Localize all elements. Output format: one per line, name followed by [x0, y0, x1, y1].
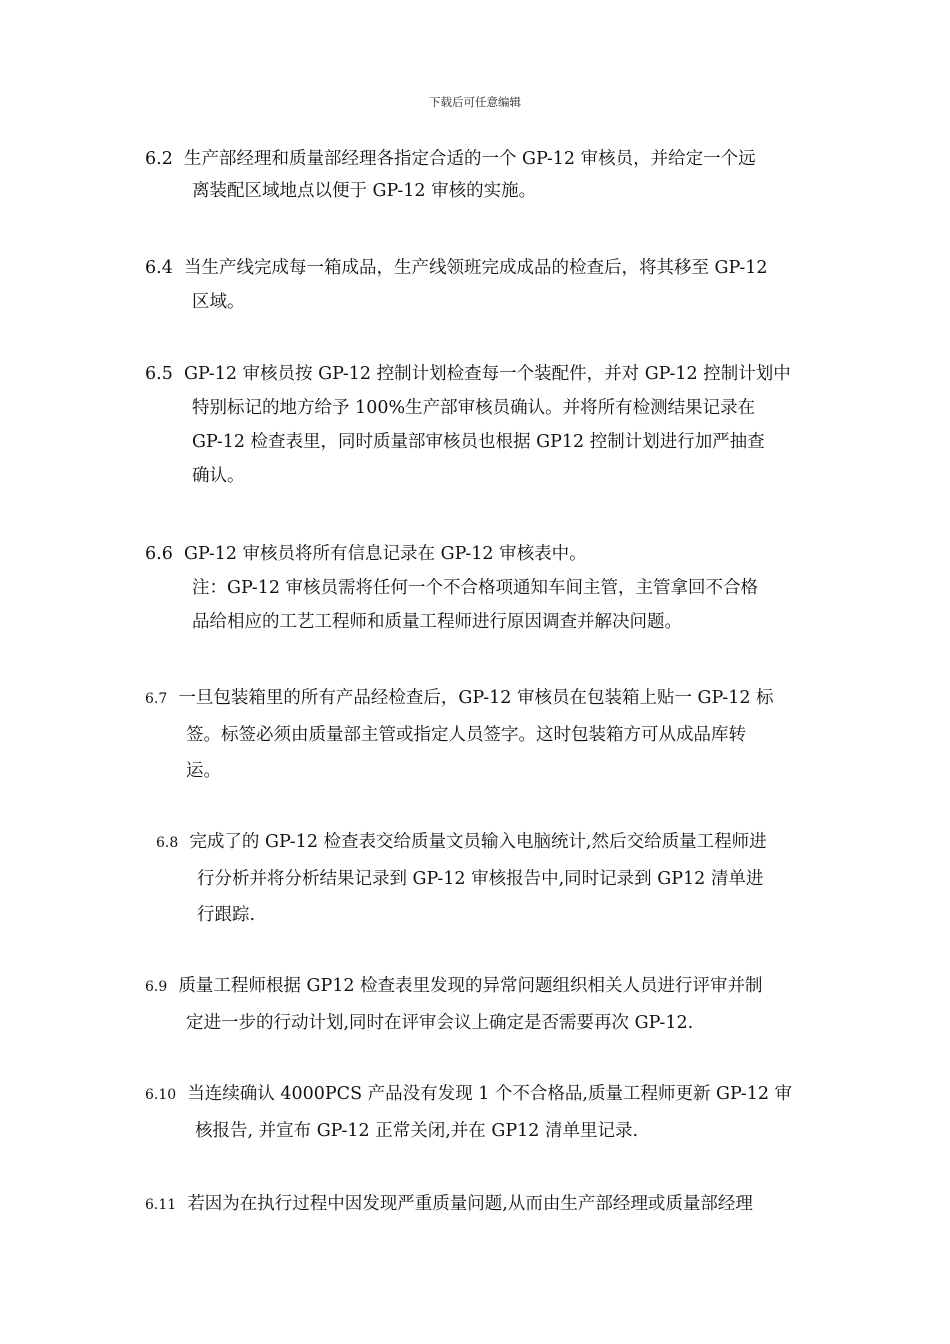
- clause-line-2: 离装配区域地点以便于 GP-12 审核的实施。: [192, 181, 537, 201]
- clause-6-6: [145, 537, 758, 639]
- clause-6-5: [145, 357, 791, 493]
- clause-line-2: 定进一步的行动计划,同时在评审会议上确定是否需要再次 GP-12.: [186, 1013, 694, 1033]
- clause-line-1: 6.4 当生产线完成每一箱成品，生产线领班完成成品的检查后，将其移至 GP-12: [145, 251, 768, 285]
- clause-line-3: GP-12 检查表里，同时质量部审核员也根据 GP12 控制计划进行加严抽查: [192, 432, 765, 452]
- clause-line-2: 特别标记的地方给予 100%生产部审核员确认。并将所有检测结果记录在: [192, 398, 756, 418]
- clause-line-3: 行跟踪.: [197, 905, 256, 925]
- clause-line-1: 6.5 GP-12 审核员按 GP-12 控制计划检查每一个装配件，并对 GP-12 控制计划中: [145, 357, 791, 391]
- clause-6-2: [145, 143, 756, 207]
- clause-note-line-2: 品给相应的工艺工程师和质量工程师进行原因调查并解决问题。: [192, 612, 682, 632]
- clause-line-2: 核报告, 并宣布 GP-12 正常关闭,并在 GP12 清单里记录.: [195, 1121, 639, 1141]
- clause-line-1: 6.8 完成了的 GP-12 检查表交给质量文员输入电脑统计,然后交给质量工程师进: [156, 824, 767, 861]
- clause-line-2: 签。标签必须由质量部主管或指定人员签字。这时包装箱方可从成品库转: [186, 725, 746, 745]
- clause-6-8: [156, 824, 767, 933]
- clause-number: 6.7: [145, 691, 168, 707]
- clause-6-9: [145, 968, 763, 1041]
- clause-number: 6.2: [145, 149, 173, 169]
- clause-number: 6.10: [145, 1087, 177, 1103]
- clause-line-1: 6.9 质量工程师根据 GP12 检查表里发现的异常问题组织相关人员进行评审并制: [145, 968, 763, 1005]
- clause-6-7: [145, 680, 774, 789]
- clause-line-1: 6.7 一旦包装箱里的所有产品经检查后，GP-12 审核员在包装箱上贴一 GP-12 标: [145, 680, 774, 717]
- clause-line-1: 6.6 GP-12 审核员将所有信息记录在 GP-12 审核表中。: [145, 537, 758, 571]
- clause-number: 6.8: [156, 835, 179, 851]
- clause-6-11: [145, 1186, 753, 1223]
- clause-line-1: 6.11 若因为在执行过程中因发现严重质量问题,从而由生产部经理或质量部经理: [145, 1186, 753, 1223]
- clause-note-line-1: 注：GP-12 审核员需将任何一个不合格项通知车间主管，主管拿回不合格: [192, 578, 759, 598]
- clause-number: 6.11: [145, 1197, 177, 1213]
- clause-number: 6.4: [145, 258, 173, 278]
- clause-number: 6.9: [145, 979, 168, 995]
- clause-line-2: 区域。: [192, 292, 245, 312]
- clause-number: 6.5: [145, 364, 173, 384]
- clause-line-1: 6.10 当连续确认 4000PCS 产品没有发现 1 个不合格品,质量工程师更新 GP-12 审: [145, 1076, 792, 1113]
- clause-line-1: 6.2 生产部经理和质量部经理各指定合适的一个 GP-12 审核员，并给定一个远: [145, 143, 756, 175]
- clause-number: 6.6: [145, 544, 173, 564]
- clause-line-3: 运。: [186, 761, 221, 781]
- clause-line-2: 行分析并将分析结果记录到 GP-12 审核报告中,同时记录到 GP12 清单进: [197, 869, 764, 889]
- clause-6-4: [145, 251, 768, 319]
- clause-line-4: 确认。: [192, 466, 245, 486]
- clause-6-10: [145, 1076, 792, 1149]
- page-header: 下载后可任意编辑: [429, 95, 521, 109]
